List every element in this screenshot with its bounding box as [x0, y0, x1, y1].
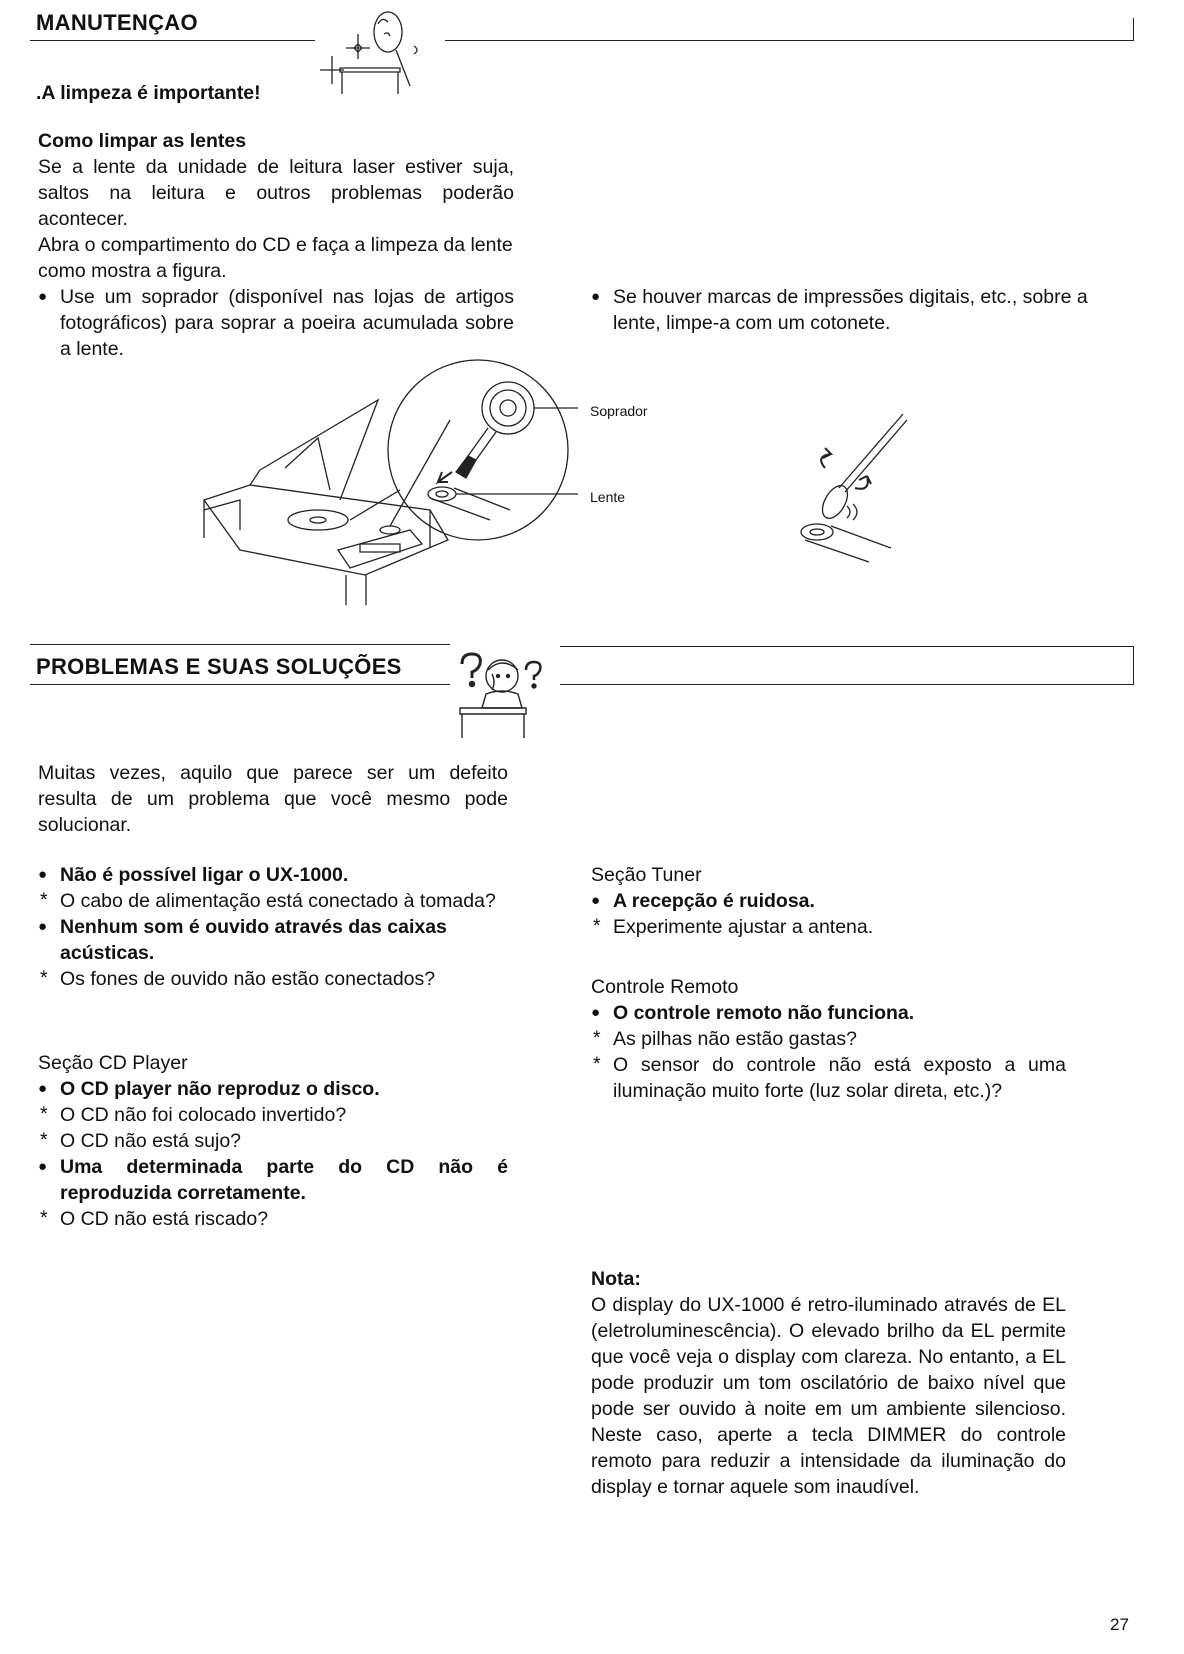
lens-heading: Como limpar as lentes — [38, 130, 247, 152]
problem-no-sound: ● Nenhum som é ouvido através das caixas acústicas. — [38, 914, 508, 966]
check-power-cable: * O cabo de alimentação está conectado à tomada? — [38, 888, 508, 914]
problem-cd-part: ● Uma determinada parte do CD não é reproduzida corretamente. — [38, 1154, 508, 1206]
fingerprint-block — [591, 284, 1091, 336]
check-cd-inverted: * O CD não foi colocado invertido? — [38, 1102, 508, 1128]
cd-section-title: Seção CD Player — [38, 1052, 188, 1074]
header-rule-end — [1133, 18, 1134, 41]
problem-cd-no-play: ● O CD player não reproduz o disco. — [38, 1076, 508, 1102]
label-lens: Lente — [590, 489, 626, 505]
check-cd-scratched: * O CD não está riscado? — [38, 1206, 508, 1232]
trouble-intro-text: Muitas vezes, aquilo que parece ser um defeito resulta de um problema que você mesmo pode solucionar. — [38, 762, 508, 836]
page-number: 27 — [1110, 1615, 1129, 1634]
trouble-rule-end — [1133, 646, 1134, 685]
label-blower: Soprador — [590, 403, 648, 419]
trouble-rule-right-top — [560, 646, 1134, 647]
lens-cleaning-block — [38, 128, 514, 362]
tuner-section-title: Seção Tuner — [591, 864, 702, 886]
trouble-rule-top — [30, 644, 450, 645]
header-rule-right — [445, 40, 1134, 41]
check-headphones: * Os fones de ouvido não estão conectados? — [38, 966, 508, 992]
note-block — [591, 1266, 1066, 1500]
check-antenna: * Experimente ajustar a antena. — [591, 914, 1066, 940]
problem-noisy-reception: ● A recepção é ruidosa. — [591, 888, 1066, 914]
maintenance-subtitle: .A limpeza é importante! — [36, 82, 261, 104]
remote-section — [591, 974, 1066, 1104]
note-text: O display do UX-1000 é retro-iluminado através de EL (eletroluminescência). O elevado brilho da EL permite que você veja o display com clareza. No entanto, a EL pode produzir um tom oscilatório de baixo nível que pode ser ouvido à noite em um ambiente silencioso. Neste caso, aperte a tecla DIMMER do controle remoto para reduzir a intensidade da iluminação do display e tornar aquele som inaudível. — [591, 1294, 1066, 1498]
bullet-blower: ● Use um soprador (disponível nas lojas de artigos fotográficos) para soprar a poeira acumulada sobre a lente. — [38, 284, 514, 362]
header-rule-left — [30, 40, 315, 41]
cd-section — [38, 1050, 508, 1232]
remote-section-title: Controle Remoto — [591, 976, 739, 998]
check-batteries: * As pilhas não estão gastas? — [591, 1026, 1066, 1052]
section-title-troubleshooting: PROBLEMAS E SUAS SOLUÇÕES — [36, 654, 402, 679]
lens-open-instruction: Abra o compartimento do CD e faça a limpeza da lente como mostra a figura. — [38, 234, 513, 282]
cleaning-brush-icon — [318, 4, 438, 104]
thinking-person-icon — [456, 650, 566, 750]
trouble-rule-right — [560, 684, 1134, 685]
check-sensor-light: * O sensor do controle não está exposto a uma iluminação muito forte (luz solar direta, etc.)? — [591, 1052, 1066, 1104]
note-title: Nota: — [591, 1268, 641, 1290]
bullet-fingerprints: ● Se houver marcas de impressões digitais, etc., sobre a lente, limpe-a com um cotonete. — [591, 284, 1091, 336]
general-problems — [38, 862, 508, 992]
cotton-swab-illustration — [795, 410, 935, 590]
trouble-rule-bottom — [30, 684, 450, 685]
problem-remote: ● O controle remoto não funciona. — [591, 1000, 1066, 1026]
problem-power: ● Não é possível ligar o UX-1000. — [38, 862, 508, 888]
lens-intro: Se a lente da unidade de leitura laser estiver suja, saltos na leitura e outros problemas poderão acontecer. — [38, 156, 514, 230]
check-cd-dirty: * O CD não está sujo? — [38, 1128, 508, 1154]
section-title-maintenance: MANUTENÇAO — [36, 10, 198, 35]
trouble-intro — [38, 760, 508, 838]
tuner-section — [591, 862, 1066, 940]
cd-player-illustration — [190, 360, 630, 620]
